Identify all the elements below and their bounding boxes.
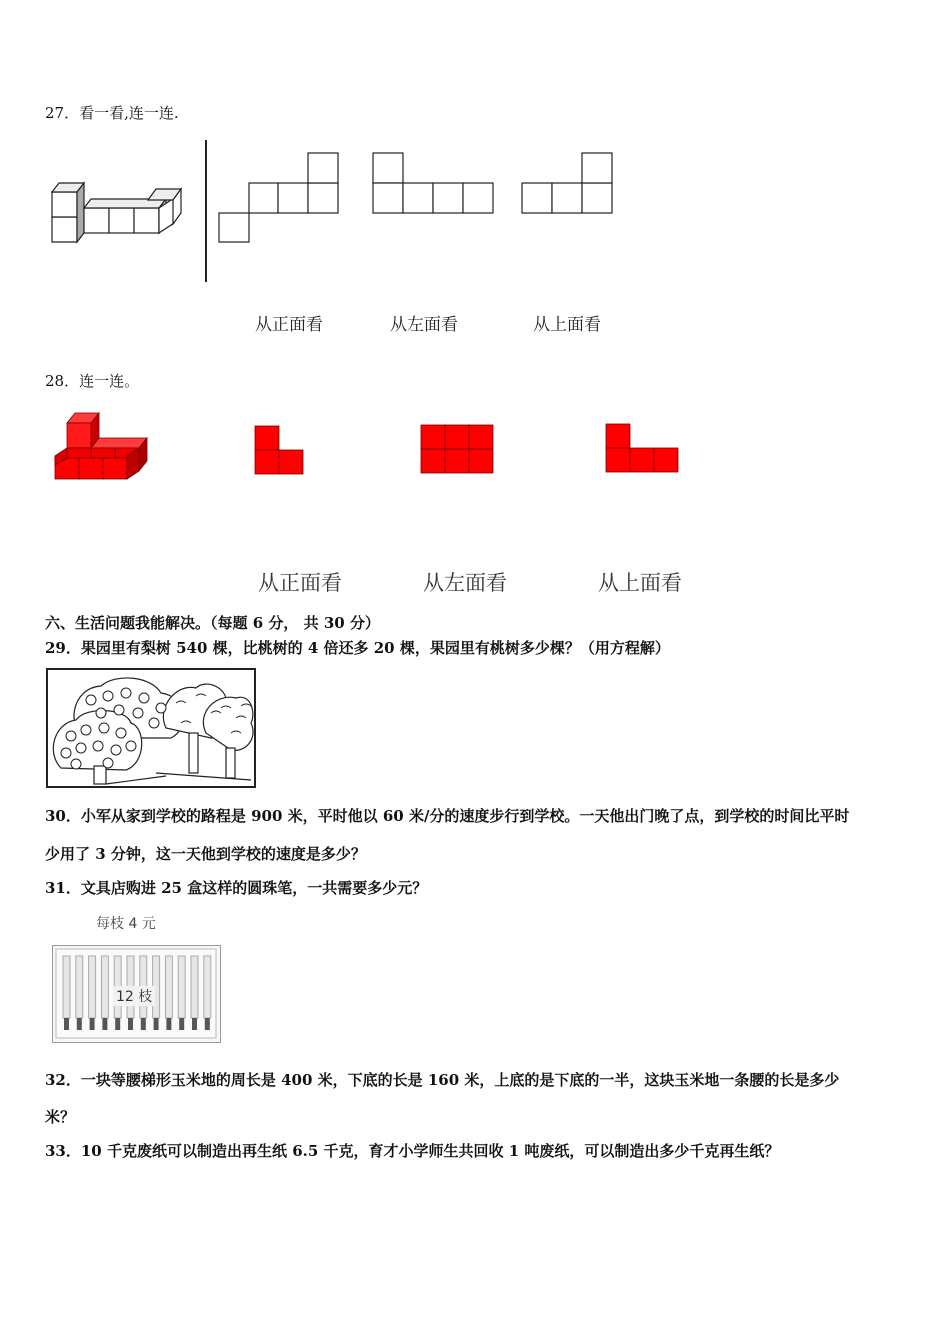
pen-tip <box>141 1018 146 1030</box>
pen <box>191 956 198 1018</box>
q27-view-c <box>521 152 615 214</box>
pen-tip <box>90 1018 95 1030</box>
divider-line <box>205 140 207 282</box>
q28-label-front: 从正面看 <box>258 571 342 595</box>
q31-text: 31．文具店购进 25 盒这样的圆珠笔，一共需要多少元？ <box>45 879 428 897</box>
pen-tip <box>192 1018 197 1030</box>
pen <box>204 956 211 1018</box>
q30-line2: 少用了 3 分钟，这一天他到学校的速度是多少？ <box>45 845 366 863</box>
pen <box>63 956 70 1018</box>
pen-tip <box>64 1018 69 1030</box>
pen-tip <box>205 1018 210 1030</box>
q28-label-left: 从左面看 <box>423 571 507 595</box>
pen <box>76 956 83 1018</box>
pen-box-image <box>52 945 221 1043</box>
q27-view-a <box>218 152 340 244</box>
q27-title: 27．看一看,连一连. <box>45 104 179 122</box>
pen-tip <box>115 1018 120 1030</box>
q27-label-left: 从左面看 <box>390 315 458 335</box>
q28-label-top: 从上面看 <box>598 571 682 595</box>
pen-tip <box>102 1018 107 1030</box>
q27-cube-figure <box>45 175 185 250</box>
q28-red-solid <box>52 410 152 485</box>
q28-view-a <box>254 425 306 477</box>
pen-tip <box>128 1018 133 1030</box>
section6-title: 六、生活问题我能解决。（每题 6 分， 共 30 分） <box>45 614 380 632</box>
q27-label-top: 从上面看 <box>533 315 601 335</box>
pen-tip <box>154 1018 159 1030</box>
pen <box>178 956 185 1018</box>
pen <box>165 956 172 1018</box>
pen-tip <box>179 1018 184 1030</box>
pen-count-label: 12 枝 <box>113 986 155 1006</box>
q28-view-b <box>420 424 496 476</box>
pen-tip <box>166 1018 171 1030</box>
pen <box>89 956 96 1018</box>
q32-line1: 32．一块等腰梯形玉米地的周长是 400 米，下底的长是 160 米，上底的是下底的一半，这块玉米地一条腰的长是多少 <box>45 1071 840 1089</box>
q28-title: 28．连一连。 <box>45 372 140 390</box>
q33-text: 33．10 千克废纸可以制造出再生纸 6.5 千克，育才小学师生共回收 1 吨废纸，可以制造出多少千克再生纸？ <box>45 1142 780 1160</box>
pen <box>101 956 108 1018</box>
price-label: 每枝 4 元 <box>96 916 156 932</box>
q27-label-front: 从正面看 <box>255 315 323 335</box>
q32-line2: 米？ <box>45 1108 76 1126</box>
q27-view-b <box>372 152 496 214</box>
orchard-image <box>46 668 258 790</box>
q30-line1: 30．小军从家到学校的路程是 900 米，平时他以 60 米/分的速度步行到学校。一天他出门晚了点，到学校的时间比平时 <box>45 807 850 825</box>
pen-tip <box>77 1018 82 1030</box>
q29-text: 29．果园里有梨树 540 棵，比桃树的 4 倍还多 20 棵，果园里有桃树多少棵？（用方程解） <box>45 639 670 657</box>
q28-view-c <box>605 423 681 475</box>
